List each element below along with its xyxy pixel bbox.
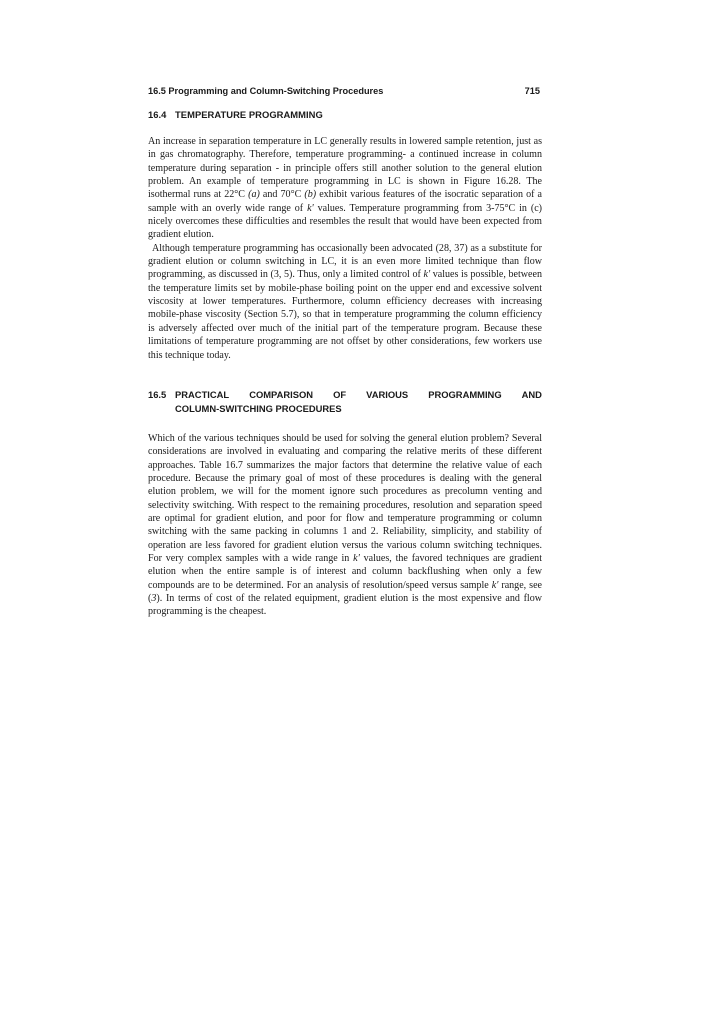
text-run: Which of the various techniques should be used for solving the general elution problem? Several considerations are involved in evaluating and comparing the relative merits of these different approaches. Table 16.7 summarizes the major factors that determine the relative value of each procedure. Because the primary goal of most of these procedures is dealing with the general elution problem, we will for the moment ignore such procedures as precolumn venting and selectivity switching. With respect to the remaining procedures, resolution and separation speed are optimal for gradient elution, and poor for flow and temperature programming or column switching with the same packing in columns 1 and 2. Reliability, simplicity, and stability of operation are less favored for gradient elution versus the various column switching techniques. For very complex samples with a wide range in — [148, 432, 542, 564]
section-title: TEMPERATURE PROGRAMMING — [175, 109, 323, 120]
section-heading-word: COMPARISON — [249, 388, 314, 400]
section-heading-16-5 — [148, 388, 542, 417]
text-run-italic: (b) — [304, 189, 317, 201]
text-run: and 70°C — [259, 189, 305, 201]
page-number: 715 — [524, 86, 540, 96]
section-heading-word: AND — [521, 388, 542, 400]
document-page — [148, 86, 542, 619]
section-number: 16.4 — [148, 109, 167, 120]
section-heading-word: VARIOUS — [366, 388, 409, 400]
section-heading-line-1 — [148, 388, 542, 403]
text-run: exhibit various features of the isocratic separation of a sample with an overly wide range of — [148, 189, 543, 214]
running-head — [148, 86, 542, 100]
section-heading-word: PRACTICAL — [175, 388, 230, 400]
section-heading-line-2: COLUMN-SWITCHING PROCEDURES — [175, 403, 342, 415]
text-run-italic: (a) — [248, 189, 260, 201]
text-run-italic: k' — [353, 552, 360, 564]
text-run: values is possible, between the temperature limits set by mobile-phase boiling point on the upper end and excessive solvent viscosity at lower temperatures. Furthermore, column efficiency decreases with increasing mobile-phase viscosity (Section 5.7), so that in temperature programming the column efficiency is adversely affected over much of the initial part of the temperature program. Because these limitations of temperature programming are not offset by other considerations, few workers use this technique today. — [148, 269, 542, 361]
text-run: values. Temperature programming from 3-75°C in (c) nicely overcomes these difficulties and resembles the result that would have been expected from gradient elution. — [148, 202, 543, 241]
text-run: ). In terms of cost of the related equipment, gradient elution is the most expensive and flow programming is the cheapest. — [148, 592, 542, 618]
paragraph-temperature-intro — [148, 135, 542, 242]
text-run: Although temperature programming has occasionally been advocated (28, 37) as a substitute for gradient elution or column switching in LC, it is an even more limited technique than flow programming, as discussed in (3, 5). Thus, only a limited control of — [148, 242, 542, 281]
text-run-italic: k' — [423, 269, 431, 281]
text-run-italic: k' — [491, 579, 499, 591]
text-run: values, the favored techniques are gradient elution when the entire sample is of interest and column backflushing when only a few compounds are to be determined. For an analysis of resolution/speed versus sample — [148, 552, 542, 591]
section-heading-word: PROGRAMMING — [428, 388, 502, 400]
text-run: range, see ( — [148, 579, 542, 604]
text-run-italic: k' — [307, 202, 314, 214]
text-run: An increase in separation temperature in LC generally results in lowered sample retention, just as in gas chromatography. Therefore, temperature programming- a continued increase in column temperature during separation - in principle offers still another solution to the general elution problem. An example of temperature programming in LC is shown in Figure 16.28. The isothermal runs at 22°C — [148, 136, 542, 201]
section-heading-word: OF — [333, 388, 347, 400]
paragraph-temperature-limits — [148, 242, 542, 362]
section-number: 16.5 — [148, 388, 167, 400]
running-head-title: 16.5 Programming and Column-Switching Procedures — [148, 86, 384, 96]
text-run-italic: 3 — [151, 592, 157, 604]
section-heading-word — [148, 388, 229, 403]
section-heading-16-4 — [148, 109, 542, 120]
paragraph-comparison — [148, 432, 542, 619]
